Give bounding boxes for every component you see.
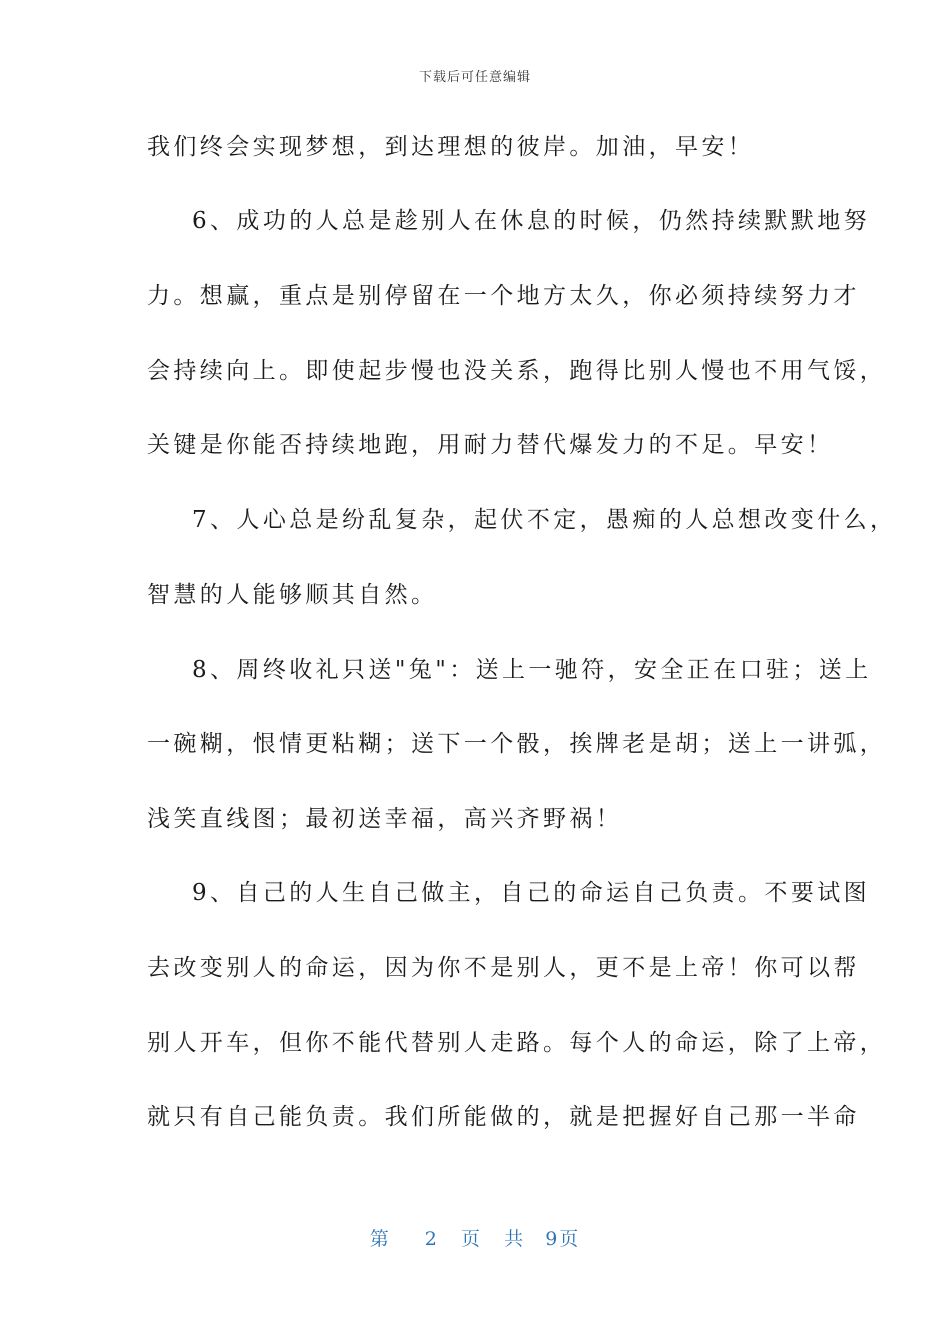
text-line: 一碗糊，恨情更粘糊；送下一个骰，挨牌老是胡；送上一讲弧， <box>147 731 887 757</box>
text-line: 6、成功的人总是趁别人在休息的时候，仍然持续默默地努 <box>192 208 871 234</box>
text-line: 智慧的人能够顺其自然。 <box>147 582 438 608</box>
text-line: 8、周终收礼只送"兔"：送上一驰符，安全正在口驻；送上 <box>192 657 872 683</box>
footer-label-di: 第 <box>369 1228 391 1250</box>
footer-total-pages: 9页 <box>545 1228 581 1250</box>
text-line: 去改变别人的命运，因为你不是别人，更不是上帝！你可以帮 <box>147 955 860 981</box>
text-line: 我们终会实现梦想，到达理想的彼岸。加油，早安！ <box>147 134 755 160</box>
page-footer <box>0 1224 950 1251</box>
text-line: 浅笑直线图；最初送幸福，高兴齐野祸！ <box>147 806 623 832</box>
footer-page-number: 2 <box>424 1228 439 1250</box>
text-line: 力。想赢，重点是别停留在一个地方太久，你必须持续努力才 <box>147 283 860 309</box>
text-line: 别人开车，但你不能代替别人走路。每个人的命运，除了上帝， <box>147 1030 887 1056</box>
text-line: 关键是你能否持续地跑，用耐力替代爆发力的不足。早安！ <box>147 432 834 458</box>
page-header: 下载后可任意编辑 <box>418 70 531 85</box>
text-line: 7、人心总是纷乱复杂，起伏不定，愚痴的人总想改变什么， <box>192 507 897 533</box>
text-line: 就只有自己能负责。我们所能做的，就是把握好自己那一半命 <box>147 1104 860 1130</box>
text-line: 会持续向上。即使起步慢也没关系，跑得比别人慢也不用气馁， <box>147 358 887 384</box>
footer-label-gong: 共 <box>504 1228 526 1250</box>
footer-label-ye: 页 <box>460 1228 482 1250</box>
text-line: 9、自己的人生自己做主，自己的命运自己负责。不要试图 <box>192 880 871 906</box>
